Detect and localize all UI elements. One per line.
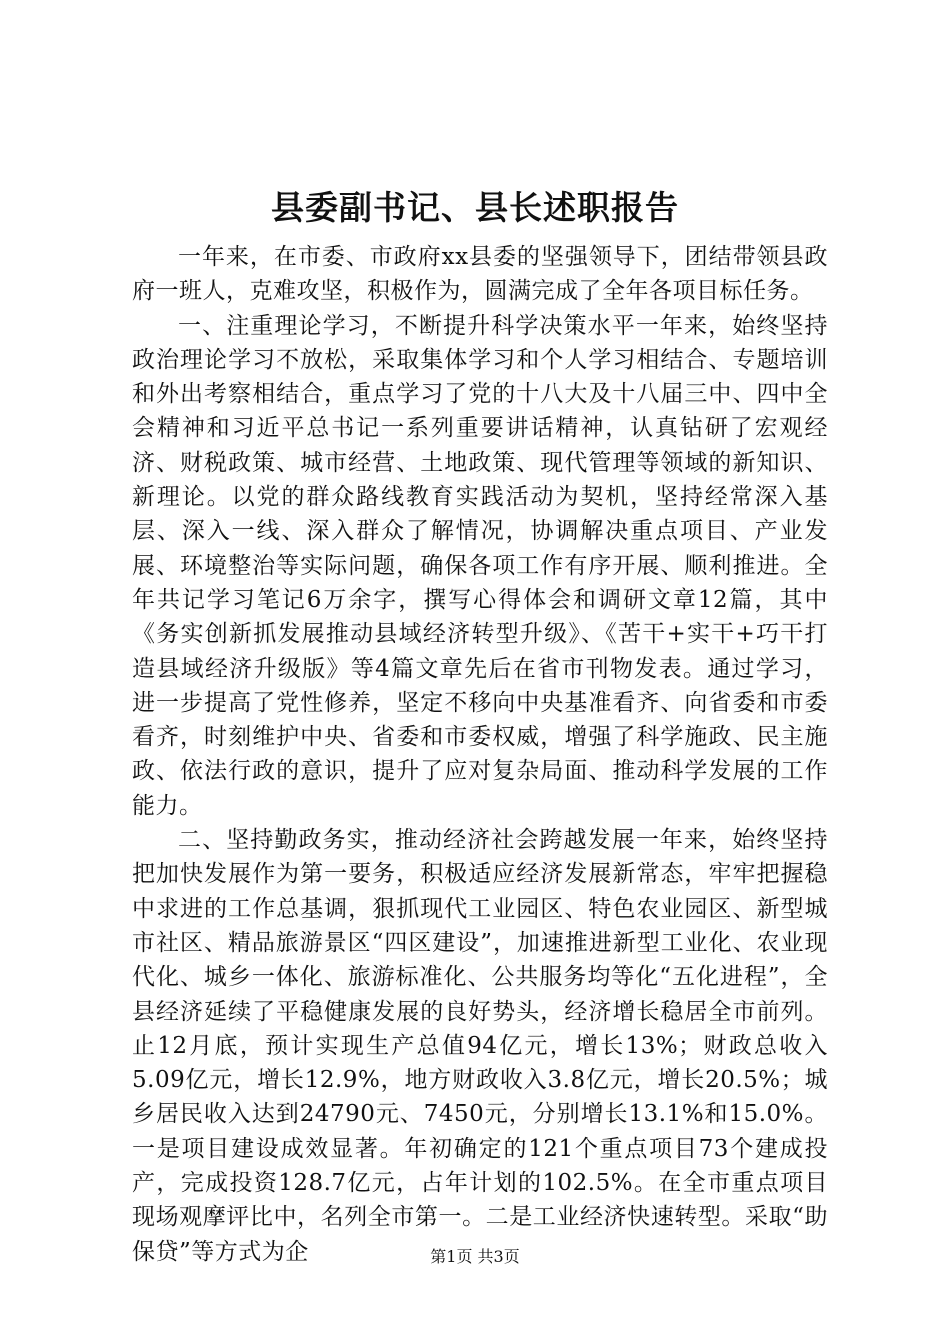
paragraph-section-1: 一、注重理论学习，不断提升科学决策水平一年来，始终坚持政治理论学习不放松，采取集体学习和个人学习相结合、专题培训和外出考察相结合，重点学习了党的十八大及十八届三中、四中全会精神和习近平总书记一系列重要讲话精神，认真钻研了宏观经济、财税政策、城市经营、土地政策、现代管理等领域的新知识、新理论。以党的群众路线教育实践活动为契机，坚持经常深入基层、深入一线、深入群众了解情况，协调解决重点项目、产业发展、环境整治等实际问题，确保各项工作有序开展、顺利推进。全年共记学习笔记6万余字，撰写心得体会和调研文章12篇，其中《务实创新抓发展推动县域经济转型升级》、《苦干+实干+巧干打造县域经济升级版》等4篇文章先后在省市刊物发表。通过学习，进一步提高了党性修养，坚定不移向中央基准看齐、向省委和市委看齐，时刻维护中央、省委和市委权威，增强了科学施政、民主施政、依法行政的意识，提升了应对复杂局面、推动科学发展的工作能力。 xyxy=(132,312,828,819)
document-body xyxy=(132,240,828,1269)
page-number-footer: 第1页 共3页 xyxy=(430,1247,520,1266)
document-title: 县委副书记、县长述职报告 xyxy=(271,188,679,227)
paragraph-section-2: 二、坚持勤政务实，推动经济社会跨越发展一年来，始终坚持把加快发展作为第一要务，积极适应经济发展新常态，牢牢把握稳中求进的工作总基调，狠抓现代工业园区、特色农业园区、新型城市社区、精品旅游景区“四区建设”，加速推进新型工业化、农业现代化、城乡一体化、旅游标准化、公共服务均等化“五化进程”，全县经济延续了平稳健康发展的良好势头，经济增长稳居全市前列。止12月底，预计实现生产总值94亿元，增长13%；财政总收入5.09亿元，增长12.9%，地方财政收入3.8亿元，增长20.5%；城乡居民收入达到24790元、7450元，分别增长13.1%和15.0%。一是项目建设成效显著。年初确定的121个重点项目73个建成投产，完成投资128.7亿元，占年计划的102.5%。在全市重点项目现场观摩评比中，名列全市第一。二是工业经济快速转型。采取“助保贷”等方式为企 xyxy=(132,827,828,1265)
paragraph-intro: 一年来，在市委、市政府xx县委的坚强领导下，团结带领县政府一班人，克难攻坚，积极作为，圆满完成了全年各项目标任务。 xyxy=(132,244,828,305)
